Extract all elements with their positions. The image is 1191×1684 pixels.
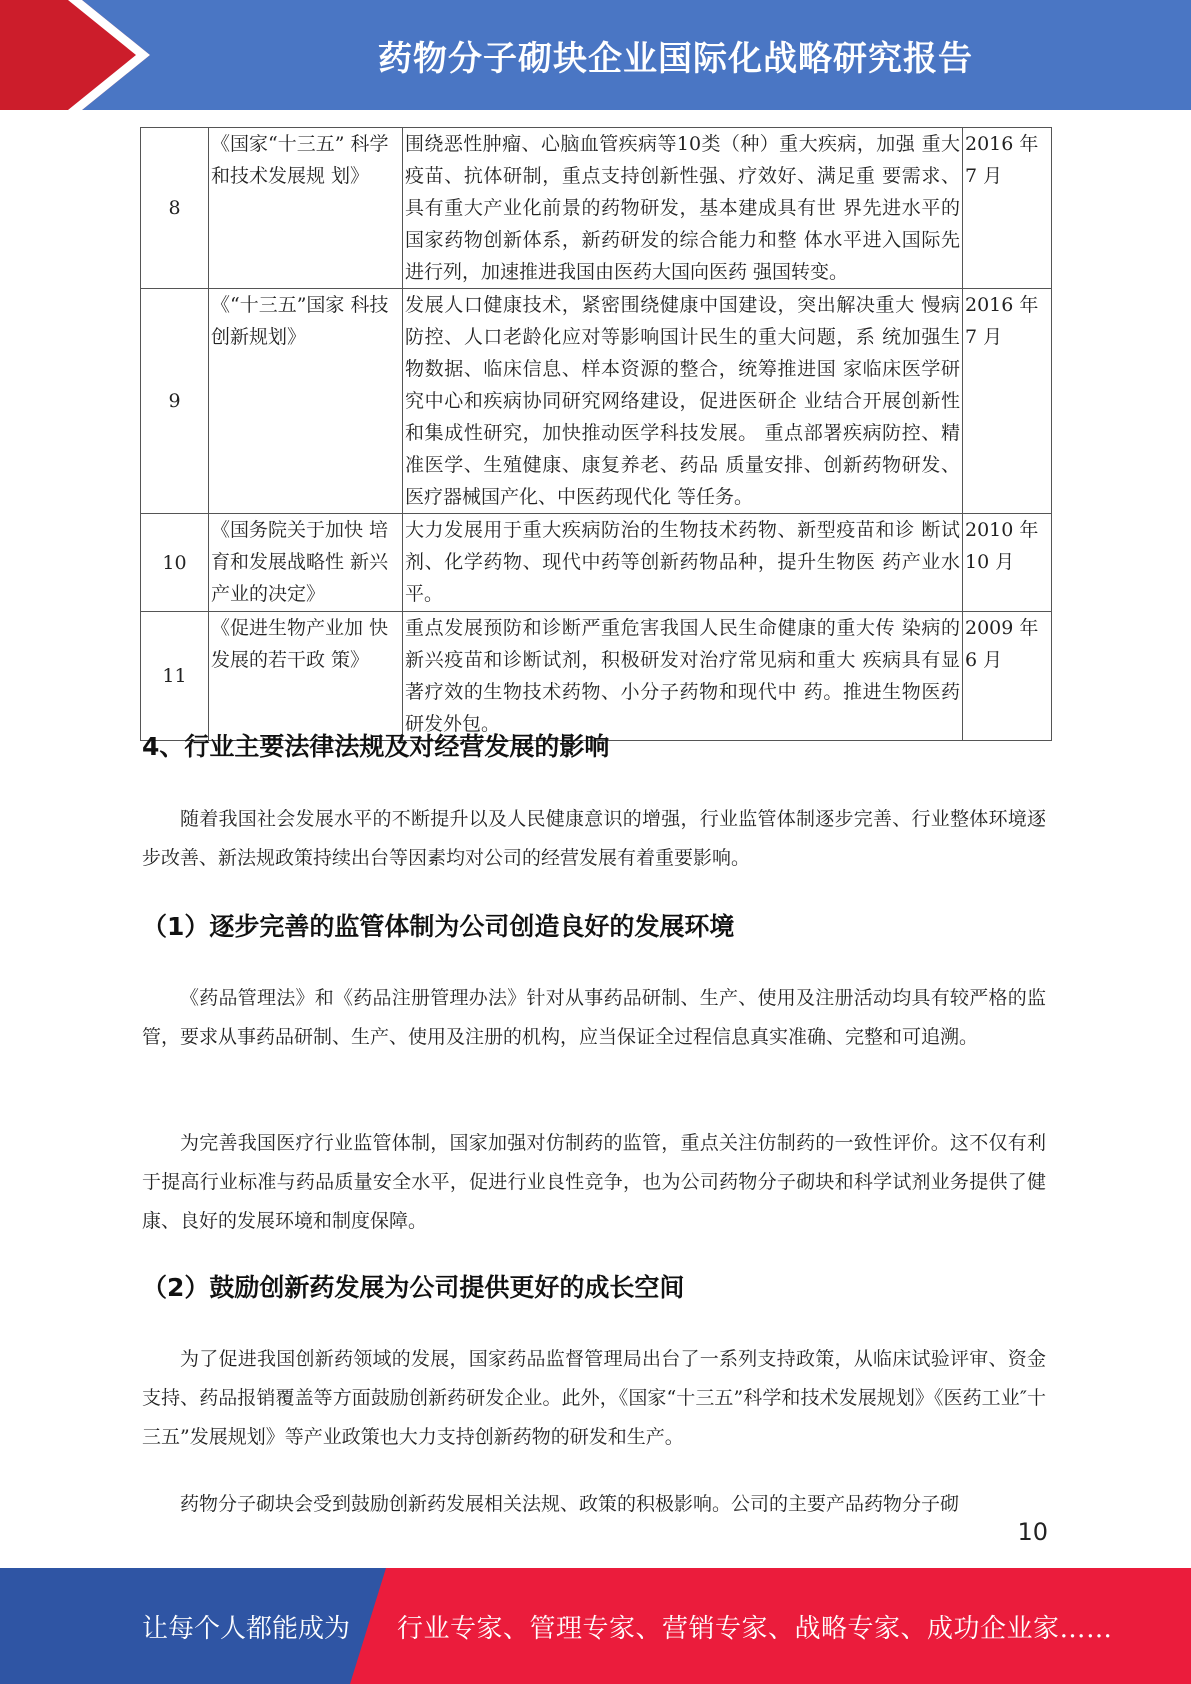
page-number: 10 bbox=[1017, 1518, 1048, 1546]
policy-content: 重点发展预防和诊断严重危害我国人民生命健康的重大传 染病的新兴疫苗和诊断试剂，积极研发对治疗常见病和重大 疾病具有显著疗效的生物技术药物、小分子药物和现代中 药。推进生物医药研发外包。 bbox=[403, 612, 963, 741]
table-row bbox=[141, 612, 1052, 741]
policy-name: 《促进生物产业加 快发展的若干政 策》 bbox=[209, 612, 403, 741]
policy-name: 《国务院关于加快 培育和发展战略性 新兴产业的决定》 bbox=[209, 514, 403, 612]
paragraph: 《药品管理法》和《药品注册管理办法》针对从事药品研制、生产、使用及注册活动均具有较严格的监管，要求从事药品研制、生产、使用及注册的机构，应当保证全过程信息真实准确、完整和可追溯。 bbox=[142, 987, 1046, 1048]
table-row bbox=[141, 514, 1052, 612]
row-number: 9 bbox=[141, 289, 209, 514]
footer-slogan-right: 行业专家、管理专家、营销专家、战略专家、成功企业家…… bbox=[397, 1613, 1113, 1644]
subsection-heading-2: （2）鼓励创新药发展为公司提供更好的成长空间 bbox=[142, 1273, 685, 1302]
policy-date: 2016 年 7 月 bbox=[963, 289, 1052, 514]
table-row bbox=[141, 128, 1052, 289]
policy-name: 《“十三五”国家 科技创新规划》 bbox=[209, 289, 403, 514]
paragraph: 为了促进我国创新药领域的发展，国家药品监督管理局出台了一系列支持政策，从临床试验评审、资金支持、药品报销覆盖等方面鼓励创新药研发企业。此外，《国家“十三五”科学和技术发展规划》《医药工业″十三五”发展规划》等产业政策也大力支持创新药物的研发和生产。 bbox=[142, 1348, 1046, 1448]
section-heading: 4、行业主要法律法规及对经营发展的影响 bbox=[142, 732, 610, 761]
row-number: 8 bbox=[141, 128, 209, 289]
table-row bbox=[141, 289, 1052, 514]
subsection-heading-1: （1）逐步完善的监管体制为公司创造良好的发展环境 bbox=[142, 912, 735, 941]
row-number: 11 bbox=[141, 612, 209, 741]
policy-date: 2016 年 7 月 bbox=[963, 128, 1052, 289]
header-red-arrow bbox=[0, 0, 150, 110]
page-footer bbox=[0, 1568, 1191, 1684]
policy-table bbox=[140, 127, 1052, 741]
policy-content: 发展人口健康技术，紧密围绕健康中国建设，突出解决重大 慢病防控、人口老龄化应对等影响国计民生的重大问题，系 统加强生物数据、临床信息、样本资源的整合，统筹推进国 家临床医学研究中心和疾病协同研究网络建设，促进医研企 业结合开展创新性和集成性研究，加快推动医学科技发展。 重点部署疾病防控、精准医学、生殖健康、康复养老、药品 质量安排、创新药物研发、医疗器械国产化、中医药现代化 等任务。 bbox=[403, 289, 963, 514]
paragraph: 为完善我国医疗行业监管体制，国家加强对仿制药的监管，重点关注仿制药的一致性评价。这不仅有利于提高行业标准与药品质量安全水平，促进行业良性竞争，也为公司药物分子砌块和科学试剂业务提供了健康、良好的发展环境和制度保障。 bbox=[142, 1132, 1046, 1232]
report-title: 药物分子砌块企业国际化战略研究报告 bbox=[378, 38, 973, 79]
row-number: 10 bbox=[141, 514, 209, 612]
policy-date: 2010 年 10 月 bbox=[963, 514, 1052, 612]
policy-content: 围绕恶性肿瘤、心脑血管疾病等10类（种）重大疾病，加强 重大疫苗、抗体研制，重点支持创新性强、疗效好、满足重 要需求、具有重大产业化前景的药物研发，基本建成具有世 界先进水平的国家药物创新体系，新药研发的综合能力和整 体水平进入国际先进行列，加速推进我国由医药大国向医药 强国转变。 bbox=[403, 128, 963, 289]
policy-name: 《国家“十三五” 科学和技术发展规 划》 bbox=[209, 128, 403, 289]
paragraph: 药物分子砌块会受到鼓励创新药发展相关法规、政策的积极影响。公司的主要产品药物分子砌 bbox=[180, 1493, 960, 1515]
footer-slogan-left: 让每个人都能成为 bbox=[142, 1613, 351, 1644]
policy-date: 2009 年 6 月 bbox=[963, 612, 1052, 741]
page-header bbox=[0, 0, 1191, 110]
section-intro: 随着我国社会发展水平的不断提升以及人民健康意识的增强，行业监管体制逐步完善、行业整体环境逐步改善、新法规政策持续出台等因素均对公司的经营发展有着重要影响。 bbox=[142, 808, 1046, 869]
policy-content: 大力发展用于重大疾病防治的生物技术药物、新型疫苗和诊 断试剂、化学药物、现代中药等创新药物品种，提升生物医 药产业水平。 bbox=[403, 514, 963, 612]
